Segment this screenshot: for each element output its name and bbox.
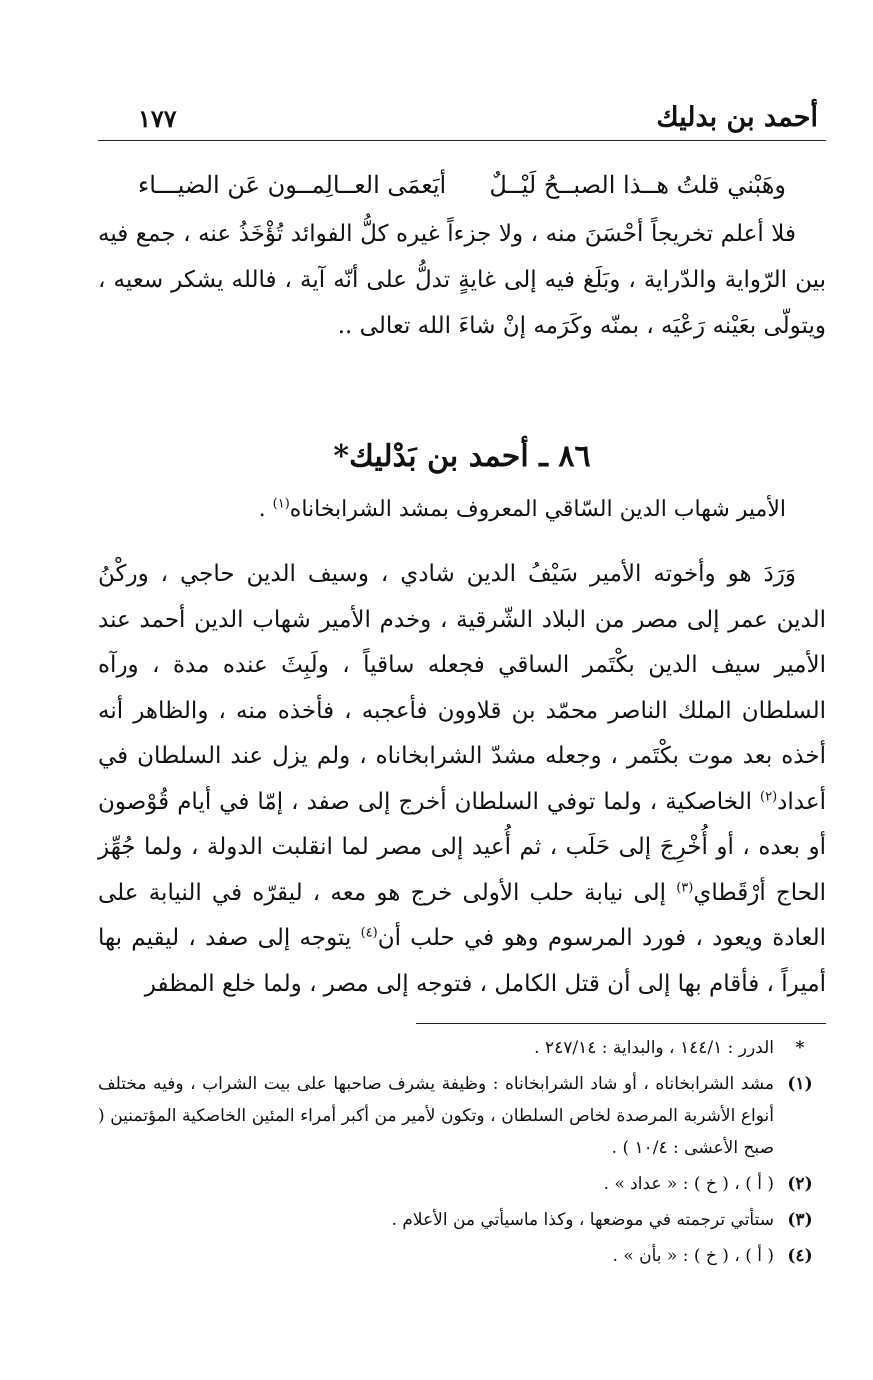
footnote-text: مشد الشرابخاناه ، أو شاد الشرابخاناه : وظيفة يشرف صاحبها على بيت الشراب ، وفيه مختلف أنواع الأشربة المرصدة لخاص السلطان ، وتكون لأمير من أكبر أمراء المئين الخاصكية المؤتمنين ( صبح الأعشى : ١٠/٤ ) . [98,1074,774,1158]
footnote-item [98,1068,826,1164]
footnote-mark: (٢) [787,1174,813,1194]
footnote-separator [416,1023,826,1024]
entry-heading: ٨٦ ـ أحمد بن بَدْليك* [333,439,591,474]
body-segment-2: الخاصكية ، ولما توفي السلطان أخرج إلى صفد ، إمّا في أيام قُوْصون أو بعده ، أو أُخْرِجَ إلى حَلَب ، ثم أُعيد إلى مصر لما انقلبت الدولة ، ولما جُهِّز الحاج أرْقَطاي [98,788,827,906]
entry-subtitle [98,490,826,530]
footnote-ref-1: (١) [272,496,290,512]
footnotes [98,1032,826,1272]
footnote-item [98,1168,826,1200]
footnote-text: ستأتي ترجمته في موضعها ، وكذا ماسيأتي من الأعلام . [391,1210,774,1230]
footnote-mark: (١) [787,1074,813,1094]
footnote-ref-2: (٢) [760,788,778,804]
entry-subtitle-end: . [258,497,273,522]
footnote-text: الدرر : ١٤٤/١ ، والبداية : ٢٤٧/١٤ . [534,1038,774,1058]
footnote-ref-4: (٤) [360,925,378,941]
verse-hemistich-first: وهَبْني قلتُ هــذا الصبــحُ لَيْــلٌ [489,171,786,199]
running-title: أحمد بن بدليك [656,102,818,133]
book-page [98,92,826,1276]
poetry-verse [98,171,826,199]
footnote-item [98,1240,826,1272]
body-segment-4: يتوجه إلى صفد ، ليقيم بها أميراً ، فأقام بها إلى أن قتل الكامل ، فتوجه إلى مصر ، ولما خلع المظفر [98,925,826,997]
footnote-mark: (٣) [787,1210,813,1230]
running-header [98,92,826,141]
footnote-text: ( أ ) ، ( خ ) : « بأن » . [612,1246,774,1266]
body-segment-3: إلى نيابة حلب الأولى خرج هو معه ، ليقرّه في النيابة على العادة ويعود ، فورد المرسوم وهو في حلب أن [98,879,826,951]
footnote-ref-3: (٣) [676,879,694,895]
footnote-mark: * [795,1038,805,1058]
footnote-item [98,1204,826,1236]
intro-paragraph: فلا أعلم تخريجاً أحْسَنَ منه ، ولا جزءاً غيره كلُّ الفوائد تُؤْخَذُ عنه ، جمع فيه بين الرّواية والدّراية ، وبَلَغ فيه إلى غايةٍ تدلُّ على أنّه آية ، فالله يشكر سعيه ، ويتولّى بعَيْنه رَعْيَه ، بمنّه وكَرَمه إنْ شاءَ الله تعالى .. [98,221,826,339]
entry-subtitle-text: الأمير شهاب الدين السّاقي المعروف بمشد الشرابخاناه [289,497,786,522]
footnote-mark: (٤) [787,1246,813,1266]
page-number: ١٧٧ [138,104,177,133]
footnote-item [98,1032,826,1064]
body-segment-1: وَرَدَ هو وأخوته الأمير سَيْفُ الدين شادي ، وسيف الدين حاجي ، وركْنُ الدين عمر إلى مصر من البلاد الشّرقية ، وخدم الأمير شهاب الدين أحمد عند الأمير سيف الدين بكْتَمر الساقي فجعله ساقياً ، ولَبِثَ عنده مدة ، ورآه السلطان الملك الناصر محمّد بن قلاوون فأعجبه ، فأخذه منه ، والظاهر أنه أخذه بعد موت بكْتَمر ، وجعله مشدّ الشرابخاناه ، ولم يزل عند السلطان في أعداد [98,561,826,815]
footnote-text: ( أ ) ، ( خ ) : « عداد » . [603,1174,774,1194]
verse-hemistich-second: أيَعمَى العــالِمــون عَن الضيـــاء [138,171,447,199]
entry-body [98,552,826,1007]
